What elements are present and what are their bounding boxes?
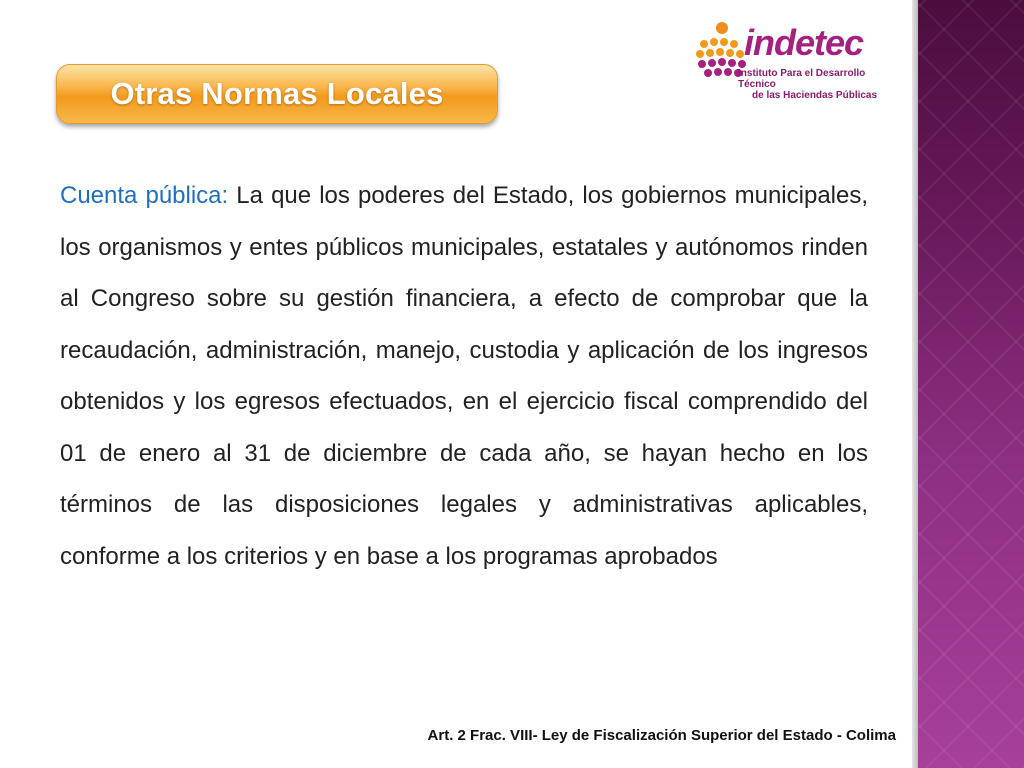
logo-subtitle-line1: Instituto Para el Desarrollo Técnico — [738, 68, 866, 90]
decorative-side-band — [912, 0, 1024, 768]
logo-subtitle — [738, 68, 892, 101]
logo-wordmark: indetec — [744, 22, 864, 63]
logo-subtitle-line2: de las Haciendas Públicas — [752, 90, 878, 101]
legal-reference-footer: Art. 2 Frac. VIII- Ley de Fiscalización Superior del Estado - Colima — [427, 727, 896, 744]
slide-title: Otras Normas Locales — [110, 76, 444, 111]
definition-term: Cuenta pública: — [60, 182, 229, 209]
definition-paragraph — [60, 170, 868, 582]
title-banner — [56, 64, 498, 124]
definition-text: La que los poderes del Estado, los gobiernos municipales, los organismos y entes públicos municipales, estatales y autónomos rinden al Congreso sobre su gestión financiera, a efecto de comprobar que la recaudación, administración, manejo, custodia y aplicación de los ingresos obtenidos y los egresos efectuados, en el ejercicio fiscal comprendido del 01 de enero al 31 de diciembre de cada año, se hayan hecho en los términos de las disposiciones legales y administrativas aplicables, conforme a los criterios y en base a los programas aprobados — [60, 182, 869, 570]
indetec-logo — [692, 18, 892, 101]
